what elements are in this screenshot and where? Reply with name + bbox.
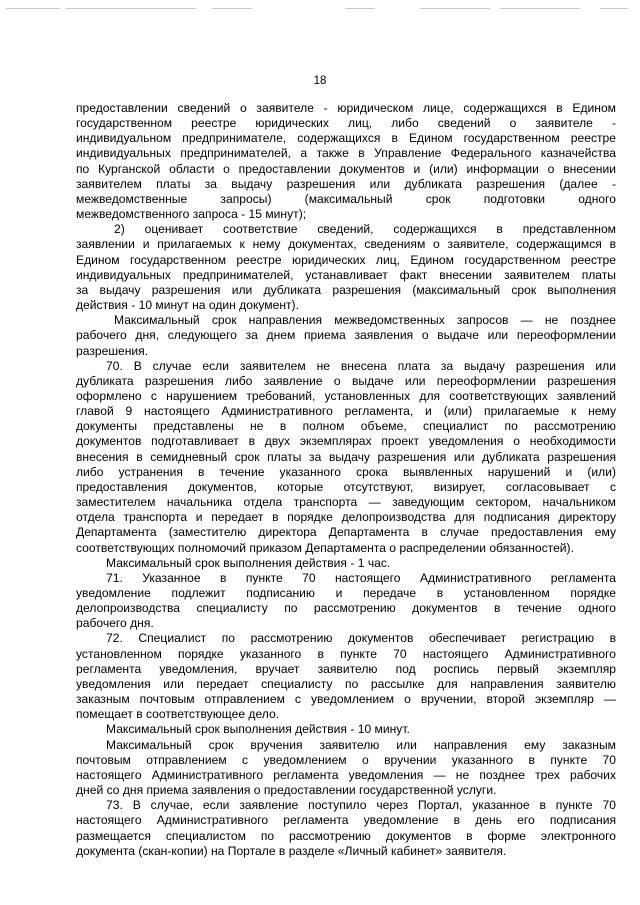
text-line: Департамента (заместителю директора Департамента в случае предоставления ему <box>76 525 616 540</box>
text-line: предоставлении сведений о заявителе - юридическом лице, содержащихся в Едином <box>76 101 616 115</box>
text-line: 2) оценивает соответствие сведений, содержащихся в представленном <box>114 222 616 237</box>
text-line: 73. В случае, если заявление поступило через Портал, указанное в пункте 70 <box>106 798 616 813</box>
text-line: дубликата разрешения либо заявление о выдаче или переоформлении разрешения <box>76 373 616 388</box>
text-line: внесения в семидневный срок платы за выдачу разрешения или дубликата разрешения <box>76 449 616 464</box>
text-line: за выдачу разрешения или дубликата разрешения (максимальный срок выполнения <box>76 282 616 297</box>
text-line: дней со дня приема заявления о предоставлении государственной услуги. <box>76 783 497 798</box>
scan-header-line <box>0 8 640 14</box>
text-line: 72. Специалист по рассмотрению документов обеспечивает регистрацию в <box>106 631 616 646</box>
text-line: настоящего Административного регламента уведомление в день его подписания <box>76 813 616 828</box>
text-line: Максимальный срок направления межведомственных запросов — не позднее <box>114 313 616 328</box>
text-line: установленном порядке указанного в пункте 70 настоящего Административного <box>76 646 616 661</box>
text-line: 71. Указанное в пункте 70 настоящего Административного регламента <box>106 570 616 585</box>
text-line: настоящего Административного регламента уведомления — не позднее трех рабочих <box>76 767 616 782</box>
text-line: межведомственного запроса - 15 минут); <box>76 207 307 222</box>
text-line: индивидуальных предпринимателей, а также в Управление Федерального казначейства <box>76 146 616 161</box>
text-line: заказным почтовым отправлением с уведомлением о вручении, второй экземпляр — <box>76 692 616 707</box>
text-line: регламента уведомления, вручает заявителю под роспись первый экземпляр <box>76 661 616 676</box>
text-line: уведомление подлежит подписанию и передаче в установленном порядке <box>76 586 616 600</box>
text-line: оформлено с нарушением требований, установленных для соответствующих заявлений <box>76 388 616 403</box>
text-line: Максимальный срок вручения заявителю или направления ему заказным <box>106 737 616 752</box>
text-line: государственном реестре юридических лиц, либо сведений о заявителе - <box>76 116 616 131</box>
text-line: индивидуальных предпринимателей, устанавливает факт внесении заявителем платы <box>76 267 616 282</box>
text-line: помещает в соответствующее дело. <box>76 707 280 722</box>
page-number: 18 <box>313 75 327 87</box>
text-line: индивидуальном предпринимателе, содержащихся в Едином государственном реестре <box>76 131 616 146</box>
text-line: по Курганской области о предоставлении документов и (или) информации о внесении <box>76 161 616 176</box>
text-line: действия - 10 минут на один документ). <box>76 298 299 313</box>
text-line: Максимальный срок выполнения действия - 1 час. <box>106 555 391 570</box>
text-line: документов подготавливает в двух экземплярах проект уведомления о необходимости <box>76 434 616 449</box>
text-line: Едином государственном реестре юридических лиц, Едином государственном реестре <box>76 252 616 267</box>
text-line: рабочего дня, следующего за днем приема заявления о выдаче или переоформлении <box>76 328 616 343</box>
text-line: документы представлены не в полном объеме, специалист по рассмотрению <box>76 419 616 434</box>
text-line: заявлении и прилагаемых к нему документах, сведениям о заявителе, содержащимся в <box>76 237 616 252</box>
text-line: соответствующих полномочий приказом Департамента о распределении обязанностей). <box>76 540 574 555</box>
text-line: делопроизводства специалисту по рассмотрению документов в течение одного <box>76 601 616 616</box>
text-line: предоставления документов, которые отсутствуют, визирует, согласовывает с <box>76 479 616 494</box>
text-line: документа (скан-копии) на Портале в разделе «Личный кабинет» заявителя. <box>76 843 507 858</box>
text-line: почтовым отправлением с уведомлением о вручении указанного в пункте 70 <box>76 752 616 767</box>
text-line: размещается специалистом по рассмотрению документов в форме электронного <box>76 828 616 843</box>
text-line: отдела транспорта и передает в порядке делопроизводства для подписания директору <box>76 510 616 525</box>
text-line: рабочего дня. <box>76 616 154 631</box>
document-body <box>76 101 616 859</box>
text-line: Максимальный срок выполнения действия - 10 минут. <box>106 722 410 737</box>
text-line: заместителем начальника отдела транспорта — заведующим сектором, начальником <box>76 495 616 510</box>
text-line: заявителем платы за выдачу разрешения или дубликата разрешения (далее - <box>76 176 616 191</box>
text-line: либо устранения в течение указанного срока выявленных нарушений и (или) <box>76 464 616 479</box>
text-line: разрешения. <box>76 343 149 358</box>
text-line: межведомственные запросы) (максимальный срок подготовки одного <box>76 191 616 206</box>
text-line: 70. В случае если заявителем не внесена плата за выдачу разрешения или <box>106 358 616 373</box>
text-line: уведомления или передает специалисту по рассылке для направления заявителю <box>76 676 616 691</box>
text-line: главой 9 настоящего Административного регламента, и (или) прилагаемые к нему <box>76 404 616 419</box>
